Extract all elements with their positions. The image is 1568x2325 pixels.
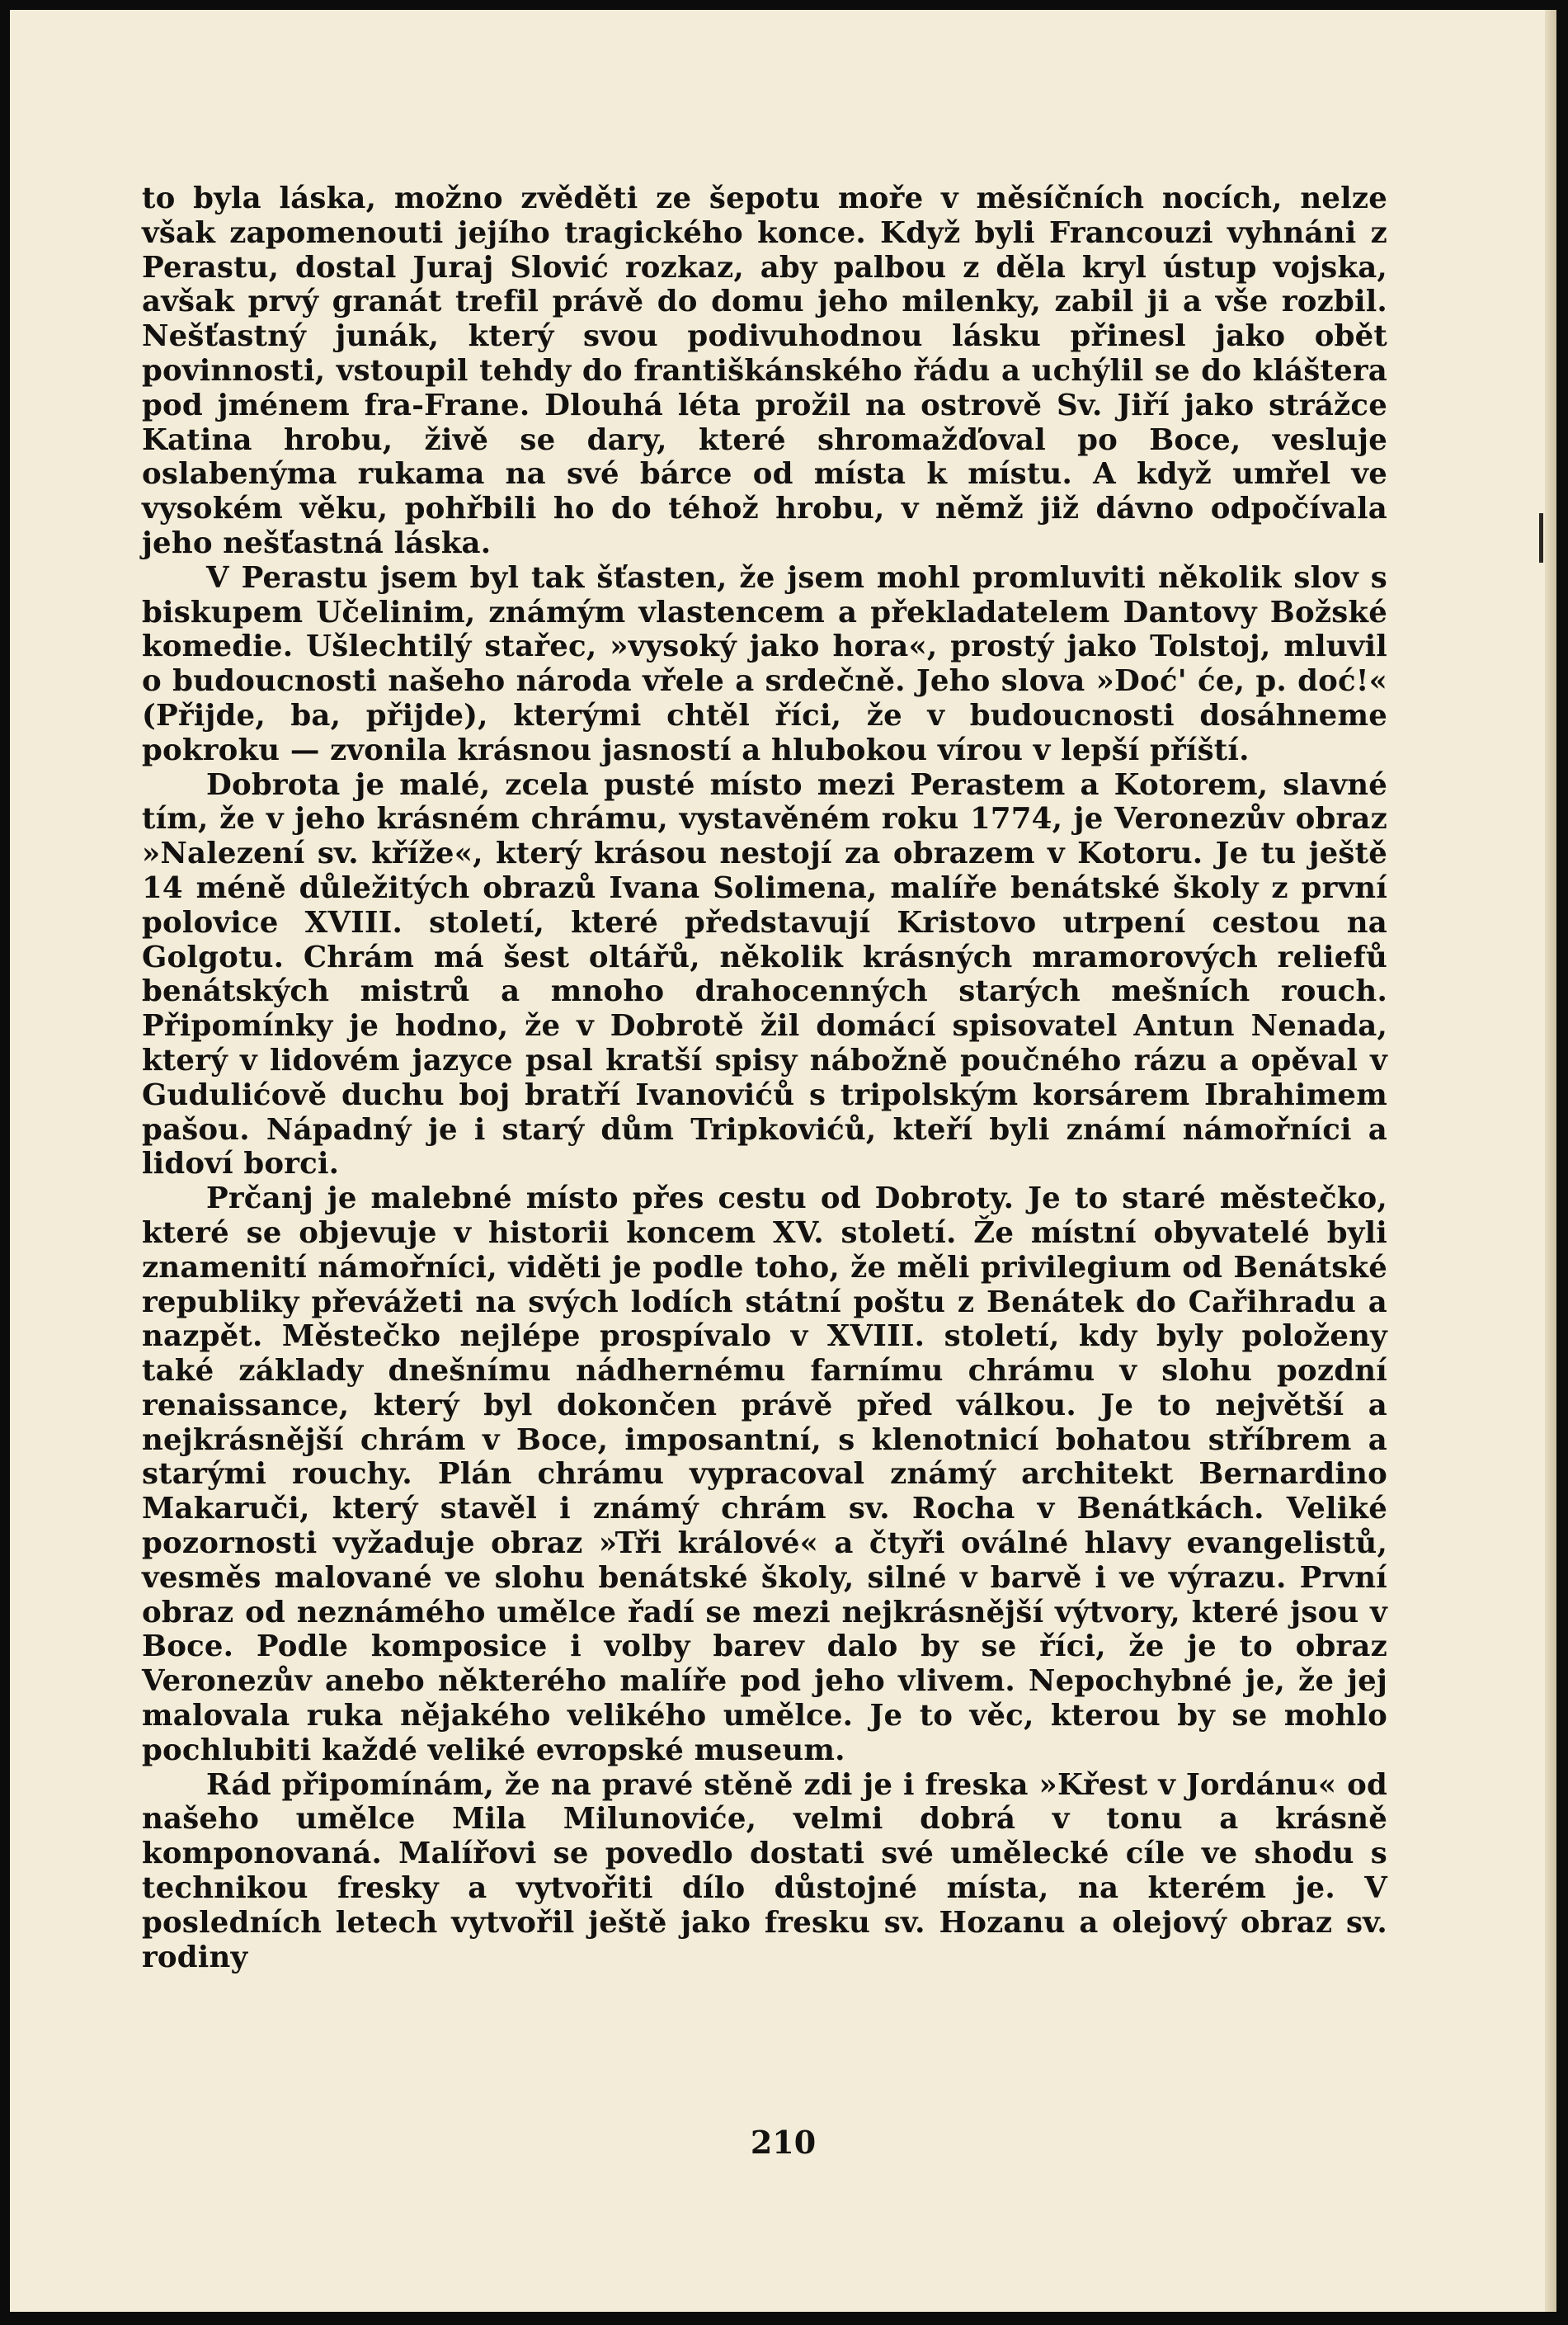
paragraph-dobrota <box>142 768 1387 1182</box>
book-page <box>10 10 1556 2312</box>
page-edge <box>1545 10 1556 2312</box>
paragraph-5-text: Rád připomínám, že na pravé stěně zdi je i freska »Křest v Jordánu« od našeho umělce Mila Milunoviće, velmi dobrá v tonu a krásně komponovaná. Malířovi se povedlo dostati své umělecké cíle ve shodu s technikou fresky a vytvořiti dílo důstojné místa, na kterém je. V posledních letech vytvořil ještě jako fresku sv. Hozanu a olejový obraz sv. rodiny <box>142 1767 1387 1974</box>
paragraph-prcanj <box>142 1181 1387 1768</box>
paragraph-2-text: V Perastu jsem byl tak šťasten, že jsem mohl promluviti několik slov s biskupem Učelinim, známým vlastencem a překladatelem Dantovy Božské komedie. Ušlechtilý stařec, »vysoký jako hora«, prostý jako Tolstoj, mluvil o budoucnosti našeho národa vřele a srdečně. Jeho slova »Doć' će, p. doć!« (Přijde, ba, přijde), kterými chtěl říci, že v budoucnosti dosáhneme pokroku — zvonila krásnou jasností a hlubokou vírou v lepší příští. <box>142 560 1387 767</box>
paragraph-1 <box>142 182 1387 561</box>
paragraph-dobrota-lead: Dobrota <box>206 767 341 802</box>
margin-mark <box>1539 513 1543 563</box>
paragraph-prcanj-lead: Prčanj <box>206 1181 313 1216</box>
paragraph-1-text: to byla láska, možno zvěděti ze šepotu moře v měsíčních nocích, nelze však zapomenouti jejího tragického konce. Když byli Francouzi vyhnáni z Perastu, dostal Juraj Slović rozkaz, aby palbou z děla kryl ústup vojska, avšak prvý granát trefil právě do domu jeho milenky, zabil ji a vše rozbil. Nešťastný junák, který svou podivuhodnou lásku přinesl jako obět povinnosti, vstoupil tehdy do františkánského řádu a uchýlil se do kláštera pod jménem fra-Frane. Dlouhá léta prožil na ostrově Sv. Jiří jako strážce Katina hrobu, živě se dary, které shromažďoval po Boce, vesluje oslabenýma rukama na své bárce od místa k místu. A když umřel ve vysokém věku, pohřbili ho do téhož hrobu, v němž již dávno odpočívala jeho nešťastná láska. <box>142 182 1387 560</box>
body-text <box>142 182 1387 1974</box>
paragraph-5 <box>142 1768 1387 1975</box>
paragraph-prcanj-text: je malebné místo přes cestu od Dobroty. Je to staré městečko, které se objevuje v historii koncem XV. století. Že místní obyvatelé byli znamenití námořníci, viděti je podle toho, že měli privilegium od Benátské republiky převážeti na svých lodích státní poštu z Benátek do Cařihradu a nazpět. Městečko nejlépe prospívalo v XVIII. století, kdy byly položeny také základy dnešnímu nádhernému farnímu chrámu v slohu pozdní renaissance, který byl dokončen právě před válkou. Je to největší a nejkrásnější chrám v Boce, imposantní, s klenotnicí bohatou stříbrem a starými rouchy. Plán chrámu vypracoval známý architekt Bernardino Makaruči, který stavěl i známý chrám sv. Rocha v Benátkách. Veliké pozornosti vyžaduje obraz »Tři králové« a čtyři oválné hlavy evangelistů, vesměs malované ve slohu benátské školy, silné v barvě i ve výrazu. První obraz od neznámého umělce řadí se mezi nejkrásnější výtvory, které jsou v Boce. Podle komposice i volby barev dalo by se říci, že je to obraz Veronezův anebo některého malíře pod jeho vlivem. Nepochybné je, že jej malovala ruka nějakého velikého umělce. Je to věc, kterou by se mohlo pochlubiti každé veliké evropské museum. <box>142 1181 1387 1767</box>
page-number: 210 <box>750 2124 817 2161</box>
paragraph-dobrota-text: je malé, zcela pusté místo mezi Perastem a Kotorem, slavné tím, že v jeho krásném chrámu, vystavěném roku 1774, je Veronezův obraz »Nalezení sv. kříže«, který krásou nestojí za obrazem v Kotoru. Je tu ještě 14 méně důležitých obrazů Ivana Solimena, malíře benátské školy z první polovice XVIII. století, které představují Kristovo utrpení cestou na Golgotu. Chrám má šest oltářů, několik krásných mramorových reliefů benátských mistrů a mnoho drahocenných starých mešních rouch. Připomínky je hodno, že v Dobrotě žil domácí spisovatel Antun Nenada, který v lidovém jazyce psal kratší spisy nábožně poučného rázu a opěval v Gudulićově duchu boj bratří Ivanovićů s tripolským korsárem Ibrahimem pašou. Nápadný je i starý dům Tripkovićů, kteří byli známí námořníci a lidoví borci. <box>142 767 1387 1181</box>
paragraph-2 <box>142 561 1387 768</box>
